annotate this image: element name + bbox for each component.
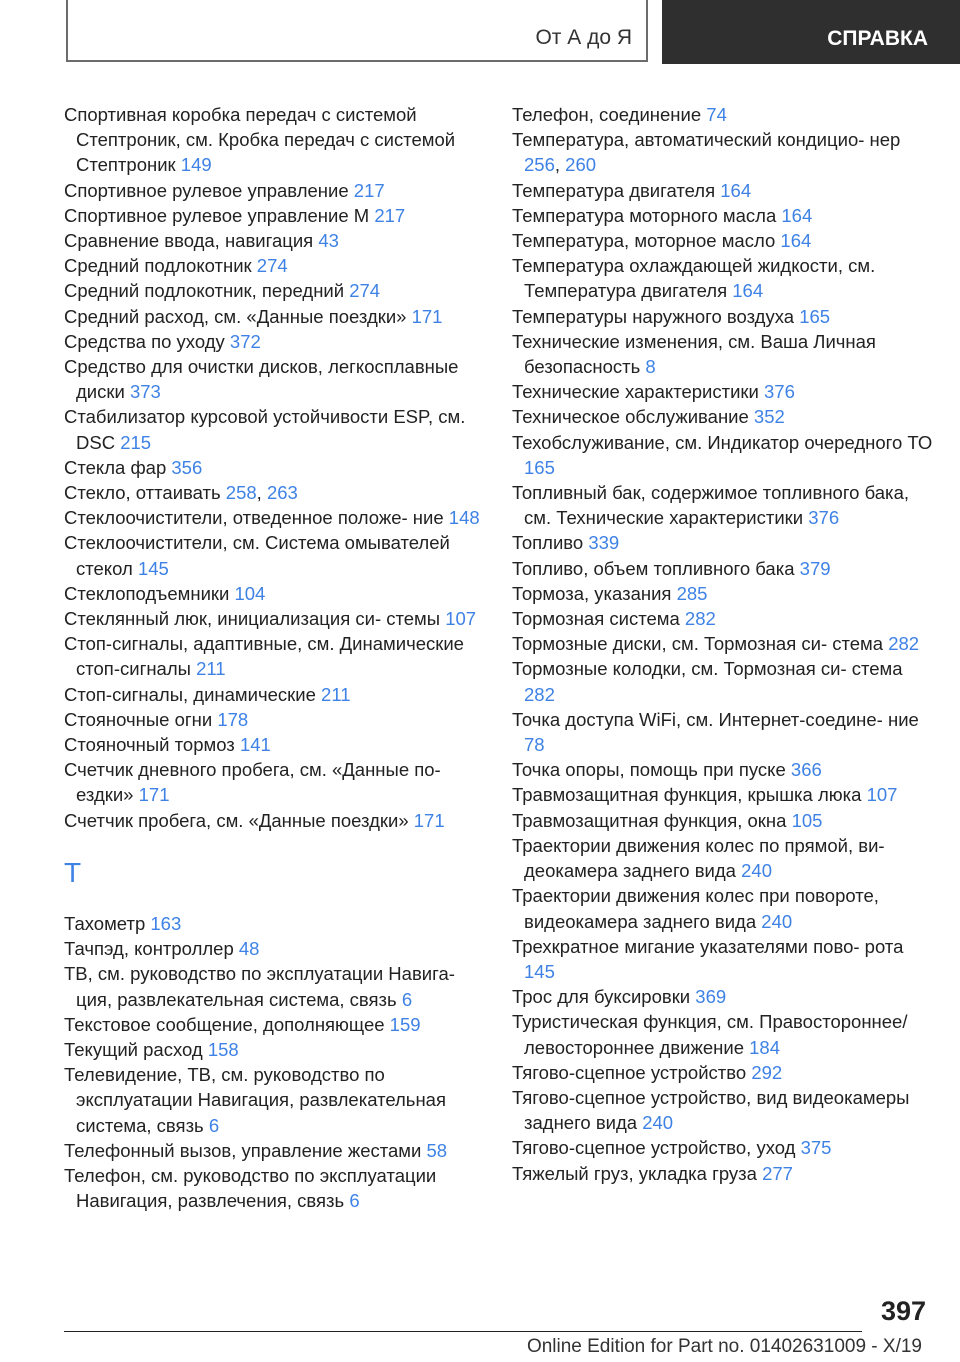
page-link[interactable]: 6 (401, 988, 413, 1010)
index-entry-text: Температура моторного масла (512, 204, 777, 226)
index-entry (64, 178, 494, 203)
index-entry-text: Спортивное рулевое управление (64, 179, 349, 201)
page-link[interactable]: 240 (741, 860, 772, 882)
page-link[interactable]: 74 (706, 104, 727, 125)
page-link[interactable]: 356 (171, 456, 203, 478)
page-link[interactable]: 282 (888, 633, 920, 655)
index-entry-text: Траектории движения колес при повороте, видеокамера заднего вида (512, 885, 879, 932)
index-entry-text: Стеклоочистители, см. Система омывателей стекол (64, 532, 450, 579)
index-entry-text: Стекла фар (64, 456, 167, 478)
index-entry-text: Температура двигателя (512, 179, 716, 201)
index-entry-text: Точка доступа WiFi, см. Интернет-соедине- ние (512, 708, 919, 730)
index-entry (64, 278, 494, 303)
index-entry-text: Стекло, оттаивать (64, 482, 221, 504)
index-entry-text: Точка опоры, помощь при пуске (512, 759, 786, 781)
index-entry-text: Стеклоподъемники (64, 582, 230, 604)
index-entry (512, 404, 936, 429)
index-entry (64, 732, 494, 757)
index-entry (512, 329, 936, 379)
index-entry (512, 379, 936, 404)
index-entry-text: Тягово-сцепное устройство (512, 1061, 747, 1083)
index-entry-text: Трехкратное мигание указателями пово- рота (512, 935, 904, 957)
index-entry-text: Средство для очистки дисков, легкосплавные диски (64, 356, 459, 403)
index-entry (64, 682, 494, 707)
footer-divider (64, 1331, 862, 1332)
page-link[interactable]: 379 (799, 557, 831, 579)
footer-edition: Online Edition for Part no. 01402631009 - X/19 (526, 1336, 922, 1357)
page-link[interactable]: 164 (780, 230, 812, 252)
page-link[interactable]: 263 (266, 482, 298, 504)
index-entry-text: Технические характеристики (512, 381, 759, 403)
page-link[interactable]: 215 (120, 431, 152, 453)
index-entry-text: Средний подлокотник (64, 255, 252, 277)
index-entry (512, 228, 936, 253)
page-link[interactable]: 274 (349, 280, 381, 302)
index-entry: Температура, автоматический кондицио- нер 256, 260 (512, 129, 901, 176)
index-entry-text: Стабилизатор курсовой устойчивости ESP, см. DSC (64, 406, 466, 453)
page-link[interactable]: 148 (448, 507, 480, 529)
index-entry-text: Счетчик дневного пробега, см. «Данные по- ездки» (64, 759, 441, 806)
index-entry-text: Тяжелый груз, укладка груза (512, 1162, 757, 1184)
page-link[interactable]: 274 (256, 255, 288, 277)
page-link[interactable]: 165 (524, 456, 555, 478)
page-link[interactable]: 211 (196, 658, 226, 680)
index-entry (64, 1037, 494, 1062)
page-link[interactable]: 240 (761, 910, 793, 932)
page-link[interactable]: 217 (353, 179, 385, 201)
index-entry-text: Температура охлаждающей жидкости, см. Температура двигателя (512, 255, 876, 302)
index-entry-text: Спортивное рулевое управление M (64, 204, 370, 226)
page-link[interactable]: 164 (720, 179, 752, 201)
index-entry (512, 606, 936, 631)
index-entry (512, 581, 936, 606)
index-entry-text: Тормозная система (512, 608, 680, 630)
index-entry-text: Тягово-сцепное устройство, вид видеокамеры заднего вида (512, 1086, 910, 1134)
page-link[interactable]: 375 (800, 1137, 832, 1159)
index-column-right (512, 102, 936, 1186)
index-entry (512, 631, 936, 656)
index-entry-text: Телефон, см. руководство по эксплуатации Навигация, развлечения, связь (64, 1164, 437, 1212)
index-entry-text: Стеклоочистители, отведенное положе- ние (64, 507, 444, 529)
page-link[interactable]: 48 (238, 938, 260, 960)
index-entry-text: Телевидение, ТВ, см. руководство по эксплуатации Навигация, развлекательная система, связь (64, 1064, 446, 1136)
page-link[interactable]: 366 (790, 759, 822, 781)
index-entry (512, 430, 936, 480)
index-entry (512, 556, 936, 581)
index-entry (64, 304, 494, 329)
index-entry (64, 606, 494, 631)
index-entry-text: Стоп-сигналы, динамические (64, 683, 316, 705)
index-entry (64, 1062, 494, 1138)
index-entry (64, 203, 494, 228)
index-entry (512, 530, 936, 555)
index-entry-text: Счетчик пробега, см. «Данные поездки» (64, 809, 409, 831)
page-link[interactable]: 178 (217, 708, 249, 730)
index-entry-text: Техобслуживание, см. Индикатор очередного ТО (512, 431, 933, 453)
index-entry-text: Травмозащитная функция, окна (512, 809, 787, 831)
page-link[interactable]: 171 (138, 784, 170, 806)
index-entry-text: Средний расход, см. «Данные поездки» (64, 305, 407, 327)
page-link[interactable]: 260 (565, 154, 597, 176)
page-link[interactable]: 164 (732, 280, 764, 302)
page-header (66, 0, 960, 64)
index-entry (64, 228, 494, 253)
index-entry-text: Температура, моторное масло (512, 230, 776, 252)
index-entry (512, 934, 936, 984)
page-link[interactable]: 107 (866, 784, 898, 806)
index-entry (512, 178, 936, 203)
index-entry-text: Стояночный тормоз (64, 734, 235, 756)
page-link[interactable]: 258 (225, 482, 257, 504)
index-entry (512, 656, 936, 706)
page-link[interactable]: 277 (762, 1162, 793, 1184)
index-entry (64, 404, 494, 454)
index-entry (512, 1060, 936, 1085)
page-link[interactable]: 339 (588, 532, 620, 554)
index-entry (512, 833, 936, 883)
page-link[interactable]: 8 (645, 356, 656, 378)
index-entry-text: Стояночные огни (64, 708, 213, 730)
page-link[interactable]: 159 (389, 1013, 421, 1035)
index-entry (64, 354, 494, 404)
page-link[interactable]: 141 (239, 734, 271, 756)
page-link[interactable]: 292 (751, 1061, 783, 1083)
tab-a-to-z[interactable] (66, 0, 648, 62)
index-entry-text: Тормоза, указания (512, 582, 672, 604)
index-entry (512, 480, 936, 530)
index-entry (64, 581, 494, 606)
index-entry-text: Тягово-сцепное устройство, уход (512, 1137, 796, 1159)
index-entry (64, 961, 494, 1011)
index-entry-text: Траектории движения колес по прямой, ви- деокамера заднего вида (512, 834, 885, 882)
index-entry-text: Туристическая функция, см. Правостороннее/ левостороннее движение (512, 1011, 908, 1058)
index-entry (512, 883, 936, 933)
index-entry (512, 102, 936, 127)
index-entry-text: Топливный бак, содержимое топливного бака, см. Технические характеристики (512, 482, 909, 529)
index-entry (512, 757, 936, 782)
index-entry-text: Стоп-сигналы, адаптивные, см. Динамические стоп-сигналы (64, 633, 464, 680)
index-letter-heading: Т (64, 856, 82, 888)
index-entry-text: Тормозные диски, см. Тормозная си- стема (512, 633, 884, 655)
page-link[interactable]: 376 (764, 381, 795, 403)
index-entry (512, 253, 936, 303)
page-number: 397 (880, 1296, 926, 1326)
tab-help[interactable] (662, 0, 960, 64)
page-link[interactable]: 164 (781, 204, 813, 226)
page-link[interactable]: 163 (150, 912, 182, 934)
index-entry-text: Трос для буксировки (512, 986, 691, 1008)
index-entry (512, 808, 936, 833)
index-entry (64, 329, 494, 354)
index-entry (512, 1135, 936, 1160)
index-entry-text: Телефонный вызов, управление жестами (64, 1139, 422, 1161)
index-entry (512, 1009, 936, 1059)
page-link[interactable]: 285 (676, 582, 708, 604)
index-entry-text: Текстовое сообщение, дополняющее (64, 1013, 385, 1035)
index-entry-text: Температура, автоматический кондицио- нер (512, 129, 901, 151)
page-link[interactable]: 211 (321, 683, 351, 705)
index-entry-text: Топливо, объем топливного бака (512, 557, 795, 579)
page-link[interactable]: 165 (799, 305, 831, 327)
page-link[interactable]: 105 (791, 809, 823, 831)
page-link[interactable]: 145 (524, 960, 555, 982)
index-entry (64, 1138, 494, 1163)
index-entry (512, 984, 936, 1009)
index-entry (64, 530, 494, 580)
tab-help-label: СПРАВКА (827, 27, 928, 50)
index-entry (64, 631, 494, 681)
page-link[interactable]: 282 (524, 683, 555, 705)
index-entry-text: ТВ, см. руководство по эксплуатации Навига- ция, развлекательная система, связь (64, 963, 455, 1010)
page-link[interactable]: 373 (129, 381, 161, 403)
index-entry-text: Технические изменения, см. Ваша Личная безопасность (512, 330, 876, 378)
index-entry (512, 203, 936, 228)
page-link[interactable]: 352 (753, 406, 785, 428)
page-link[interactable]: 145 (137, 557, 169, 579)
index-entry (64, 102, 494, 178)
page-link[interactable]: 6 (349, 1190, 360, 1212)
index-entry (64, 1163, 494, 1213)
page-link[interactable]: 256 (524, 154, 555, 176)
index-entry-text: Травмозащитная функция, крышка люка (512, 784, 862, 806)
index-entry-text: Средний подлокотник, передний (64, 280, 345, 302)
page-link[interactable]: 6 (208, 1114, 220, 1136)
index-entry-text: Сравнение ввода, навигация (64, 230, 314, 252)
page-link[interactable]: 58 (426, 1139, 448, 1161)
index-entry (64, 757, 494, 807)
index-entry: Стекло, оттаивать 258, 263 (64, 482, 298, 504)
index-entry-text: Техническое обслуживание (512, 406, 749, 428)
page-link[interactable]: 43 (318, 230, 339, 252)
index-entry-text: Спортивная коробка передач с системой Стептроник, см. Кробка передач с системой Стептроник (64, 104, 456, 176)
index-entry (64, 808, 494, 833)
index-entry-text: Тачпэд, контроллер (64, 938, 234, 960)
page-link[interactable]: 171 (411, 305, 443, 327)
index-entry (64, 707, 494, 732)
index-entry (64, 1012, 494, 1037)
index-entry-text: Средства по уходу (64, 330, 225, 352)
index-entry-text: Стеклянный люк, инициализация си- стемы (64, 608, 441, 630)
tab-a-to-z-label: От А до Я (535, 26, 632, 49)
page-link[interactable]: 372 (229, 330, 261, 352)
page-link[interactable]: 282 (684, 608, 716, 630)
page-link[interactable]: 376 (808, 507, 840, 529)
index-entry (64, 253, 494, 278)
index-entry-text: Температуры наружного воздуха (512, 305, 795, 327)
index-entry (512, 782, 936, 807)
page-link[interactable]: 104 (234, 582, 266, 604)
index-entry (512, 304, 936, 329)
index-column-left (64, 102, 494, 1213)
index-entry (512, 707, 936, 757)
page-link[interactable]: 78 (524, 734, 545, 756)
page-link[interactable]: 184 (749, 1036, 781, 1058)
index-entry-text: Текущий расход (64, 1038, 203, 1060)
index-entry (64, 911, 494, 936)
page-link[interactable]: 369 (695, 986, 727, 1008)
index-entry-text: Тахометр (64, 912, 146, 934)
page-link[interactable]: 240 (642, 1112, 674, 1134)
index-entry (64, 505, 494, 530)
page-link[interactable]: 149 (180, 154, 212, 176)
index-entry-text: Топливо (512, 532, 584, 554)
index-entry (512, 1161, 936, 1186)
index-entry (64, 936, 494, 961)
index-entry (512, 1085, 936, 1135)
index-entry (64, 455, 494, 480)
page-link[interactable]: 107 (445, 608, 477, 630)
page-link[interactable]: 171 (413, 809, 445, 831)
index-entry-text: Телефон, соединение (512, 104, 702, 125)
page-link[interactable]: 158 (207, 1038, 239, 1060)
page-link[interactable]: 217 (374, 204, 406, 226)
index-entry-text: Тормозные колодки, см. Тормозная си- стема (512, 658, 903, 680)
